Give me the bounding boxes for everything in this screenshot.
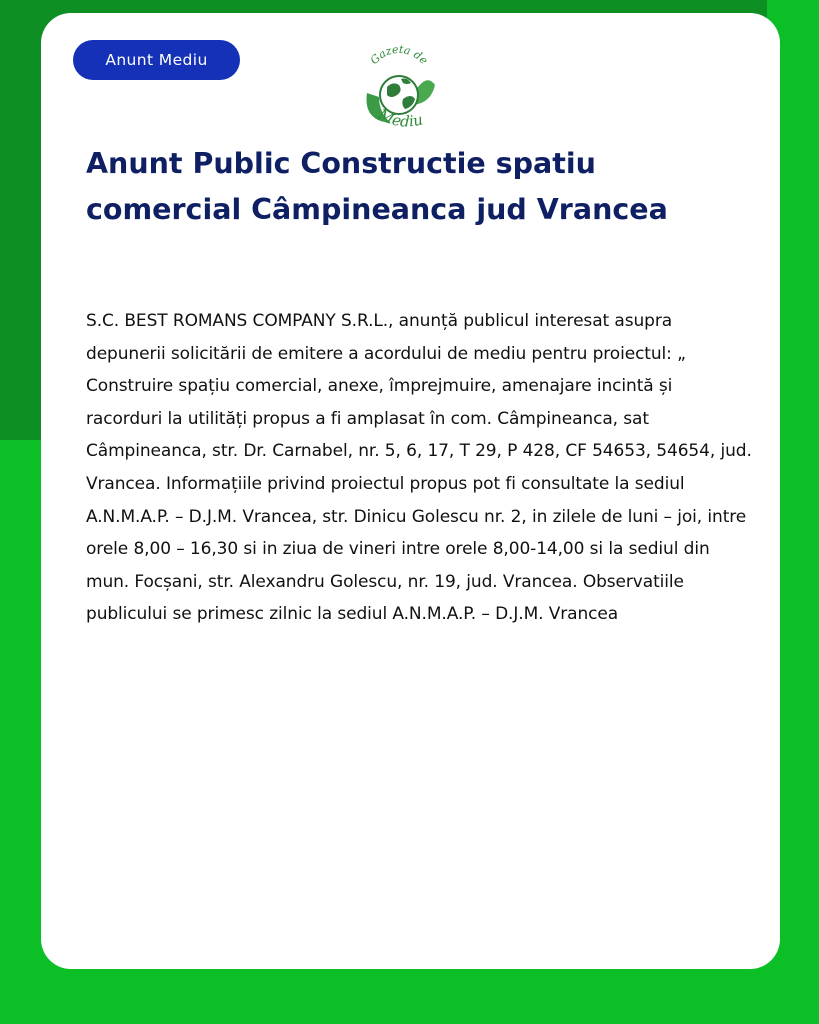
announcement-card	[41, 13, 780, 969]
logo-bottom-text: Mediu	[375, 105, 425, 131]
globe-leaf-logo-icon	[357, 43, 441, 133]
category-badge[interactable]	[73, 40, 240, 80]
article-body: S.C. BEST ROMANS COMPANY S.R.L., anunță publicul interesat asupra depunerii solicitării de emitere a acordului de mediu pentru proiectul: „ Construire spațiu comercial, anexe, împrejmuire, amenajare incintă și racorduri la utilități propus a fi amplasat în com. Câmpineanca, sat Câmpineanca, str. Dr. Carnabel, nr. 5, 6, 17, T 29, P 428, CF 54653, 54654, jud. Vrancea. Informațiile privind proiectul propus pot fi consultate la sediul A.N.M.A.P. – D.J.M. Vrancea, str. Dinicu Golescu nr. 2, in zilele de luni – joi, intre orele 8,00 – 16,30 si in ziua de vineri intre orele 8,00-14,00 si la sediul din mun. Focșani, str. Alexandru Golescu, nr. 19, jud. Vrancea. Observatiile publicului se primesc zilnic la sediul A.N.M.A.P. – D.J.M. Vrancea	[86, 311, 752, 625]
category-badge-label: Anunt Mediu	[105, 51, 208, 69]
gazeta-de-mediu-logo	[357, 43, 441, 133]
svg-text:Gazeta de	[368, 43, 431, 67]
article-title: Anunt Public Constructie spatiu comercial Câmpineanca jud Vrancea	[86, 147, 668, 226]
logo-top-text: Gazeta de	[367, 43, 431, 67]
